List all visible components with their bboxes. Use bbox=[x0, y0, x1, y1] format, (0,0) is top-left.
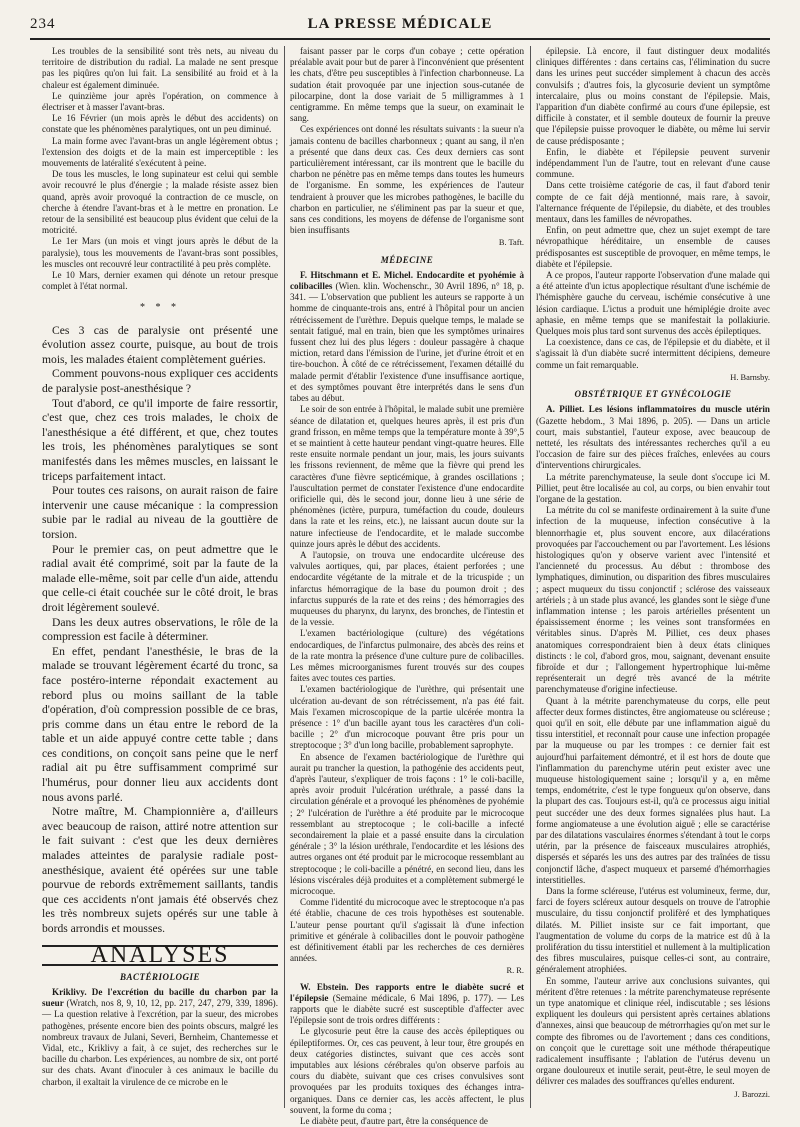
abstract-author: A. Pilliet. bbox=[546, 404, 585, 415]
section-heading-medecine: MÉDECINE bbox=[380, 254, 434, 265]
paragraph: Le diabète peut, d'autre part, être la conséquence de bbox=[300, 1116, 488, 1127]
paragraph: L'examen bactériologique (culture) des végétations endocardiques, de l'infarctus pulmonaire, des abcès des reins et de la rate montra la présence d'une culture pure de colibacilles. Les mêmes microorganismes furent trouvés sur des coupes faites avec toutes ces parties. bbox=[290, 628, 524, 684]
paragraph: Notre maître, M. Championnière a, d'ailleurs avec beaucoup de raison, attiré notre attention sur le fait suivant : c'est que les deux dernières malades atteintes de paralysie radiale post-anesthésique, avaient été opérées sur une table pourvue de rebords extrêmement saillants, tandis que ces accidents n'ont jamais été observés chez les très nombreux sujets opérés sur une table à bords arrondis et mousses. bbox=[42, 805, 278, 936]
analyses-heading: ANALYSES bbox=[42, 945, 278, 966]
column-left bbox=[42, 46, 278, 1106]
paragraph: L'examen bactériologique de l'urèthre, qui présentait une ulcération au-devant de son rétrécissement, n'a pas été fait. Mais l'examen microscopique de la partie ulcérée montra la présence : 1° d'un bacille ayant tous les caractères d'un coli-bacille ; 2° d'un microcoque pouvant être pris pour un streptocoque ; 3° d'un long bacille, probablement saprophyte. bbox=[290, 684, 524, 751]
paragraph: Le glycosurie peut être la cause des accès épileptiques ou épileptiformes. Or, ces cas peuvent, à leur tour, être groupés en deux catégories distinctes, suivant que ces accès sont imputables aux lésions cérébrales qu'on observe parfois au cours du diabète, suivant que ces crises convulsives sont provoquées par les produits toxiques des échanges intra-organiques. Dans ce dernier cas, les accès affectent, le plus souvent, la forme du coma ; bbox=[290, 1026, 524, 1115]
abstract bbox=[290, 982, 524, 1027]
paragraph: La coexistence, dans ce cas, de l'épilepsie et du diabète, et il s'agissait là d'un diabète sucré intermittent décipiens, demeure comme un fait remarquable. bbox=[536, 337, 770, 370]
paragraph: Enfin, le diabète et l'épilepsie peuvent survenir indépendamment l'un de l'autre, tout en relevant d'une cause commune. bbox=[536, 146, 770, 180]
header-rule bbox=[30, 38, 770, 40]
column-right bbox=[536, 46, 770, 1106]
abstract-text: (Wratch, nos 8, 9, 10, 12, pp. 217, 247, 279, 339, 1896). — La question relative à l'excrétion, par la sueur, des microbes pathogènes, présente encore bien des points obscurs, malgré les nombreux travaux de Julani, Severi, Bernheim, Chantemesse et Vidal, etc., Kriklivy a fait, à ce sujet, des recherches sur le bacille du charbon. Les expériences, au nombre de six, ont porté sur des chats. Avant d'inoculer à ces animaux le bacille du charbon, il exaltait la virulence de ce microbe en le bbox=[42, 998, 278, 1087]
paragraph: Quant à la métrite parenchymateuse du corps, elle peut affecter deux formes distinctes, être angiomateuse ou scléreuse ; quoi qu'il en soit, elle débute par une inflammation aiguë du tissu interstitiel, et reconnaît pour cause une infection propagée par la muqueuse ou par les trompes : ce dernier fait est aujourd'hui parfaitement démontré, et il est hors de doute que l'inflammation du parenchyme utérin peut exister avec une muqueuse histologiquement saine ; lorsqu'il y a, en même temps, endométrite, c'est le type fongueux qu'on observe, dans la plupart des cas. Toujours est-il, qu'à ce processus aigu initial peut succéder une des deux formes signalées plus haut. La forme angiomateuse a une évolution aiguë ; elle se caractérise par des dilatations vasculaires énormes s'étendant à tout le corps utérin, par la présence de faisceaux musculaires atrophiés, dispersés et séparés les uns des autres par des traînées de tissu conjonctif lâche, d'aspect muqueux et parsemé d'hémorrhagies interstitielles. bbox=[536, 695, 770, 885]
paragraph: Le soir de son entrée à l'hôpital, le malade subit une première séance de dilatation et, quelques heures après, il est pris d'un grand frisson, en même temps que la température monte à 39°,5 et se maintient à cette hauteur pendant vingt-quatre heures. Elle reste ensuite normale pendant un jour, mais, les jours suivants les frissons reviennent, de même que la fièvre qui prend les caractères d'une fièvre septicémique, à grandes oscillations ; l'auscultation permet de constater l'existence d'une endocardite orificielle qui, dès le second jour, donne lieu à une série de phénomènes (ictère, purpura, tuméfaction du coude, douleurs dans la rate et les reins, etc.), ne laissant aucun doute sur la nature infectieuse de l'endocardite, et le malade succombe quinze jours après le début des accidents. bbox=[290, 404, 524, 549]
paragraph: Enfin, on peut admettre que, chez un sujet exempt de tare névropathique héréditaire, un ensemble de causes prédisposantes est susceptible de provoquer, en même temps, le diabète et l'épilepsie. bbox=[536, 225, 770, 269]
abstract-title: Des rapports entre le diabète sucré et l'épilepsie bbox=[290, 981, 525, 1003]
abstract-title: Les lésions inflammatoires du muscle utérin bbox=[584, 404, 770, 415]
abstract-title: Endocardite et pyohémie à colibacilles bbox=[290, 269, 524, 292]
paragraph: Tout d'abord, ce qu'il importe de faire ressortir, c'est que, chez ces trois malades, le choix de l'anesthésique a été différent, et que, chez toutes les trois, les phénomènes paralytiques se sont manifestés dans les mêmes muscles, en laissant le triceps parfaitement intact. bbox=[42, 396, 278, 483]
section-heading-obstetrique: OBSTÉTRIQUE ET GYNÉCOLOGIE bbox=[574, 389, 732, 400]
paragraph: Le 1er Mars (un mois et vingt jours après le début de la paralysie), tous les mouvements de l'avant-bras sont possibles, les muscles ont recouvré leur contractilité à peu près complète. bbox=[42, 236, 278, 269]
paragraph: Dans cette troisième catégorie de cas, il faut d'abord tenir compte de ce fait déjà mentionné, mais rare, à savoir, l'alternance fréquente de l'épilepsie, du diabète, et des troubles mentaux, dans les familles de névropathes. bbox=[536, 180, 770, 225]
journal-title: LA PRESSE MÉDICALE bbox=[307, 16, 493, 32]
abstract-author: Kriklivy. bbox=[52, 987, 87, 998]
signature: B. Taft. bbox=[498, 238, 524, 248]
discussion-block bbox=[42, 324, 278, 937]
paragraph: De tous les muscles, le long supinateur est celui qui semble avoir recouvré le plus d'énergie ; la malade résiste assez bien quand, après avoir provoqué la contraction de ce muscle, on cherche à étendre l'avant-bras et à le mettre en pronation. Le retour de la sensibilité est beaucoup plus évident que celui de la motricité. bbox=[42, 169, 278, 236]
abstract-text: (Wien. klin. Wochenschr., 30 Avril 1896, n° 18, p. 341. — L'observation que publient les auteurs se rapporte à un homme de cinquante-trois ans, entré à l'hôpital pour un ancien rétrécissement de l'urèthre. Depuis quelque temps, le malade se sentait fatigué, mal en train, bien que les symptômes urinaires fussent chez lui des plus légers : douleur passagère à chaque miction, retard dans l'émission de l'urine, jet d'urine étroit et en tire-bouchon. À côté de ce rétrécissement, l'examen détaillé du malade permit d'établir l'existence d'une insuffisance aortique, et des symptômes pouvant être interprétés dans le sens d'un tabes au début. bbox=[290, 281, 524, 404]
paragraph: Dans les deux autres observations, le rôle de la compression est facile à déterminer. bbox=[42, 615, 278, 644]
abstract-author: F. Hitschmann et E. Michel. bbox=[300, 269, 413, 280]
column-divider bbox=[530, 46, 531, 1108]
paragraph: faisant passer par le corps d'un cobaye ; cette opération préalable avait pour but de parer à l'inconvénient que présentent les chats, d'être peu susceptibles à l'infection charbonneuse. La sudation était provoquée par une injection sous-cutanée de pilocarpine, dont la dose variait de 5 milligrammes à 1 centigramme. En même temps que la sueur, on examinait le sang. bbox=[290, 46, 524, 124]
signature: H. Barnsby. bbox=[730, 372, 770, 382]
paragraph: Ces expériences ont donné les résultats suivants : la sueur n'a jamais contenu de bacilles charbonneux ; quant au sang, il n'en a présenté que dans deux cas. Ces deux derniers cas sont particulièrement intéressant, car ils montrent que le bacille du charbon ne pénètre pas en même temps dans toutes les humeurs de l'organisme. En somme, les expériences de l'auteur tendraient à prouver que les microbes pathogènes, le bacille du charbon en particulier, ne s'éliminent pas par la sueur et que, sans ces conditions, les moyens de défense de l'organisme sont bien insuffisants bbox=[290, 124, 524, 236]
paragraph: En absence de l'examen bactériologique de l'urèthre qui aurait pu trancher la question, la pathogénie des accidents peut, d'après l'auteur, s'expliquer de trois façons : 1° le coli-bacille, après avoir produit l'ulcération uréthrale, a passé dans la circulation générale et a provoqué les phénomènes de pyohémie ; 2° l'ulcération de l'urèthre a été produite par le microcoque ressemblant au streptocoque ; le coli-bacille a infecté secondairement la plaie et a passé ensuite dans la circulation générale ; 3° la lésion uréthrale, l'endocardite et les lésions des autres organes ont été produit par le microcoque ressemblant au streptocoque ; le coli-bacille a pénétré, en second lieu, dans les lésions viscérales déjà produites et a complètement submergé le microcoque. bbox=[290, 751, 524, 897]
paragraph: En effet, pendant l'anesthésie, le bras de la malade se trouvant légèrement écarté du tronc, sa face postéro-interne répondait exactement au rebord plus ou moins saillant de la table d'opération, d'où compression possible de ce bras, pris comme dans un étau entre le rebord de la table et un aide appuyé contre cette table ; dans ces conditions, on conçoit sans peine que le nerf radial ait pu être suffisamment comprimé sur l'humérus, pour donner lieu aux accidents dont nous avons parlé. bbox=[42, 644, 278, 804]
paragraph: Pour toutes ces raisons, on aurait raison de faire intervenir une cause mécanique : la compression subie par le radial au niveau de la gouttière de torsion. bbox=[42, 484, 278, 541]
page-header bbox=[30, 14, 770, 36]
paragraph: La métrite parenchymateuse, la seule dont s'occupe ici M. Pilliet, peut être localisée au col, au corps, ou bien envahir tout l'organe de la gestation. bbox=[536, 471, 770, 504]
paragraph: Le 10 Mars, dernier examen qui dénote un retour presque complet à l'état normal. bbox=[42, 270, 278, 292]
paragraph: La métrite du col se manifeste ordinairement à la suite d'une infection de la muqueuse, infection consécutive à la blennorrhagie et, plus souvent encore, aux dilacérations provoquées par l'accouchement ou par l'avortement. Les lésions histologiques qu'on y observe varient avec l'intensité et l'ancienneté du processus. Au début : thrombose des lymphatiques, diminution, ou disparition des fibres musculaires ; aspect muqueux du tissu conjonctif ; sclérose des vaisseaux artériels ; à un stade plus avancé, les glandes sont le siège d'une inflammation intense ; les parois artérielles présentent un épaississement énorme ; les veines sont transformées en véritables sinus. D'après M. Pilliet, ces deux phases anatomiques correspondraient bien à deux états cliniques distincts : le col, d'abord gros, mou, saignant, devenant ensuite fibroïde et dur ; l'allongement hypertrophique lui-même représenterait un degré très avancé de la métrite parenchymateuse d'origine infectieuse. bbox=[536, 505, 770, 695]
abstract bbox=[536, 404, 770, 471]
abstract-title: De l'excrétion du bacille du charbon par la sueur bbox=[42, 987, 278, 1009]
paragraph: Pour le premier cas, on peut admettre que le radial avait été comprimé, soit par la faute de la malade elle-même, soit par celle d'un aide, attendu que celle-ci était couchée sur le côté droit, le bras droit légèrement soulevé. bbox=[42, 542, 278, 614]
paragraph: Les troubles de la sensibilité sont très nets, au niveau du territoire de distribution du radial. La malade ne sent presque pas les piqûres qu'on lui fait. La sensibilité au froid et à la chaleur est également diminuée. bbox=[42, 46, 278, 90]
page-number: 234 bbox=[30, 16, 56, 32]
abstract bbox=[42, 987, 278, 1088]
paragraph: épilepsie. Là encore, il faut distinguer deux modalités cliniques différentes : dans certains cas, l'élimination du sucre dans les urines peut succéder simplement à chacun des accès convulsifs ; d'autres fois, la glycosurie devient un symptôme intercalaire, plus ou moins constant de l'épilepsie. Mais, l'apparition d'un diabète confirmé au cours d'une épilepsie, est difficile à constater, et il semble douteux de fournir la preuve que l'épilepsie puisse provoquer le diabète, ou même lui servir de cause prédisposante ; bbox=[536, 46, 770, 146]
column-divider bbox=[284, 46, 285, 1108]
signature: R. R. bbox=[506, 966, 524, 976]
signature: J. Barozzi. bbox=[734, 1089, 770, 1099]
abstract-text: (Gazette hebdom., 3 Mai 1896, p. 205). — Dans un article court, mais substantiel, l'auteur expose, avec beaucoup de netteté, les résultats des intéressantes recherches qu'il a eu l'occasion de faire sur des pièces fraîches, enlevées au cours d'interventions chirurgicales. bbox=[536, 415, 770, 471]
paragraph: Comment pouvons-nous expliquer ces accidents de paralysie post-anesthésique ? bbox=[42, 367, 278, 396]
paragraph: Le 16 Février (un mois après le début des accidents) on constate que les phénomènes paralytiques, ont un peu diminué. bbox=[42, 113, 278, 135]
abstract bbox=[290, 270, 524, 404]
column-middle bbox=[290, 46, 525, 1127]
paragraph: A l'autopsie, on trouva une endocardite ulcéreuse des valvules aortiques, qui, par places, étaient perforées ; une endocardite végétante de la mitrale et de la tricuspide ; un infarctus hémorragique de la base du poumon droit ; des infarctus suppurés de la rate et des reins ; des hémorragies des muqueuses du pharynx, du larynx, des bronches, de l'intestin et de la vessie. bbox=[290, 549, 524, 628]
abstract-author: W. Ebstein. bbox=[300, 981, 349, 992]
section-separator: * * * bbox=[140, 302, 180, 314]
paragraph: En somme, l'auteur arrive aux conclusions suivantes, qui méritent d'être retenues : la métrite parenchymateuse représente un type anatomique et clinique réel, indiscutable ; ses lésions expliquent les douleurs qui persistent après certaines ablations d'annexes, ainsi que beaucoup de métrorrhagies qu'on met sur le compte des fibromes ou de l'avortement ; dans ces conditions, on conçoit que le curettage soit une méthode thérapeutique radicalement insuffisante ; l'ablation de l'utérus devenu un organe douloureux et inutile serait, peut-être, le seul moyen de délivrer ces malades des souffrances qu'elles endurent. bbox=[536, 975, 770, 1087]
abstract-text: (Semaine médicale, 6 Mai 1896, p. 177). — Les rapports que le diabète sucré est susceptible d'affecter avec l'épilepsie sont de trois ordres différents : bbox=[290, 992, 525, 1026]
paragraph: Comme l'identité du microcoque avec le streptocoque n'a pas été établie, chacune de ces trois hypothèses est soutenable. L'auteur pense pourtant qu'il s'agissait là d'une infection primitive et générale à colibacilles dont le pouvoir pathogène est définitivement établi par les recherches de ces dernières années. bbox=[290, 897, 524, 964]
paragraph: Le quinzième jour après l'opération, on commence à électriser et à masser l'avant-bras. bbox=[42, 90, 278, 113]
paragraph: Dans la forme scléreuse, l'utérus est volumineux, ferme, dur, farci de foyers scléreux autour desquels on trouve de l'atrophie musculaire, du tissu conjonctif prolifèré et des lymphatiques dilatés. M. Pilliet insiste sur ce fait important, que l'augmentation de volume du corps de la matrice est dû à la prolifération du tissu interstitiel et nullement à la multiplication des fibres musculaires, puisque celles-ci sont, au contraire, généralement atrophiées. bbox=[536, 886, 770, 975]
paragraph: Ces 3 cas de paralysie ont présenté une évolution assez courte, puisque, au bout de trois mois, les malades étaient complètement guéries. bbox=[42, 323, 278, 366]
paragraph: A ce propos, l'auteur rapporte l'observation d'une malade qui a été atteinte d'un ictus apoplectique résultant d'une ischémie de l'hémisphère gauche du cerveau, ischémie consécutive à une lésion cardiaque. L'ictus a produit une hémiplégie droite avec aphasie, en même temps que se manifestait la pollakiurie. Quelques mois plus tard sont survenus des accès épileptiques. bbox=[536, 270, 770, 337]
paragraph: La main forme avec l'avant-bras un angle légèrement obtus ; l'extension des doigts et de la main est imperceptible : les mouvements de latéralité s'exécutent à peine. bbox=[42, 135, 278, 169]
section-heading-bacteriologie: BACTÉRIOLOGIE bbox=[119, 971, 201, 982]
